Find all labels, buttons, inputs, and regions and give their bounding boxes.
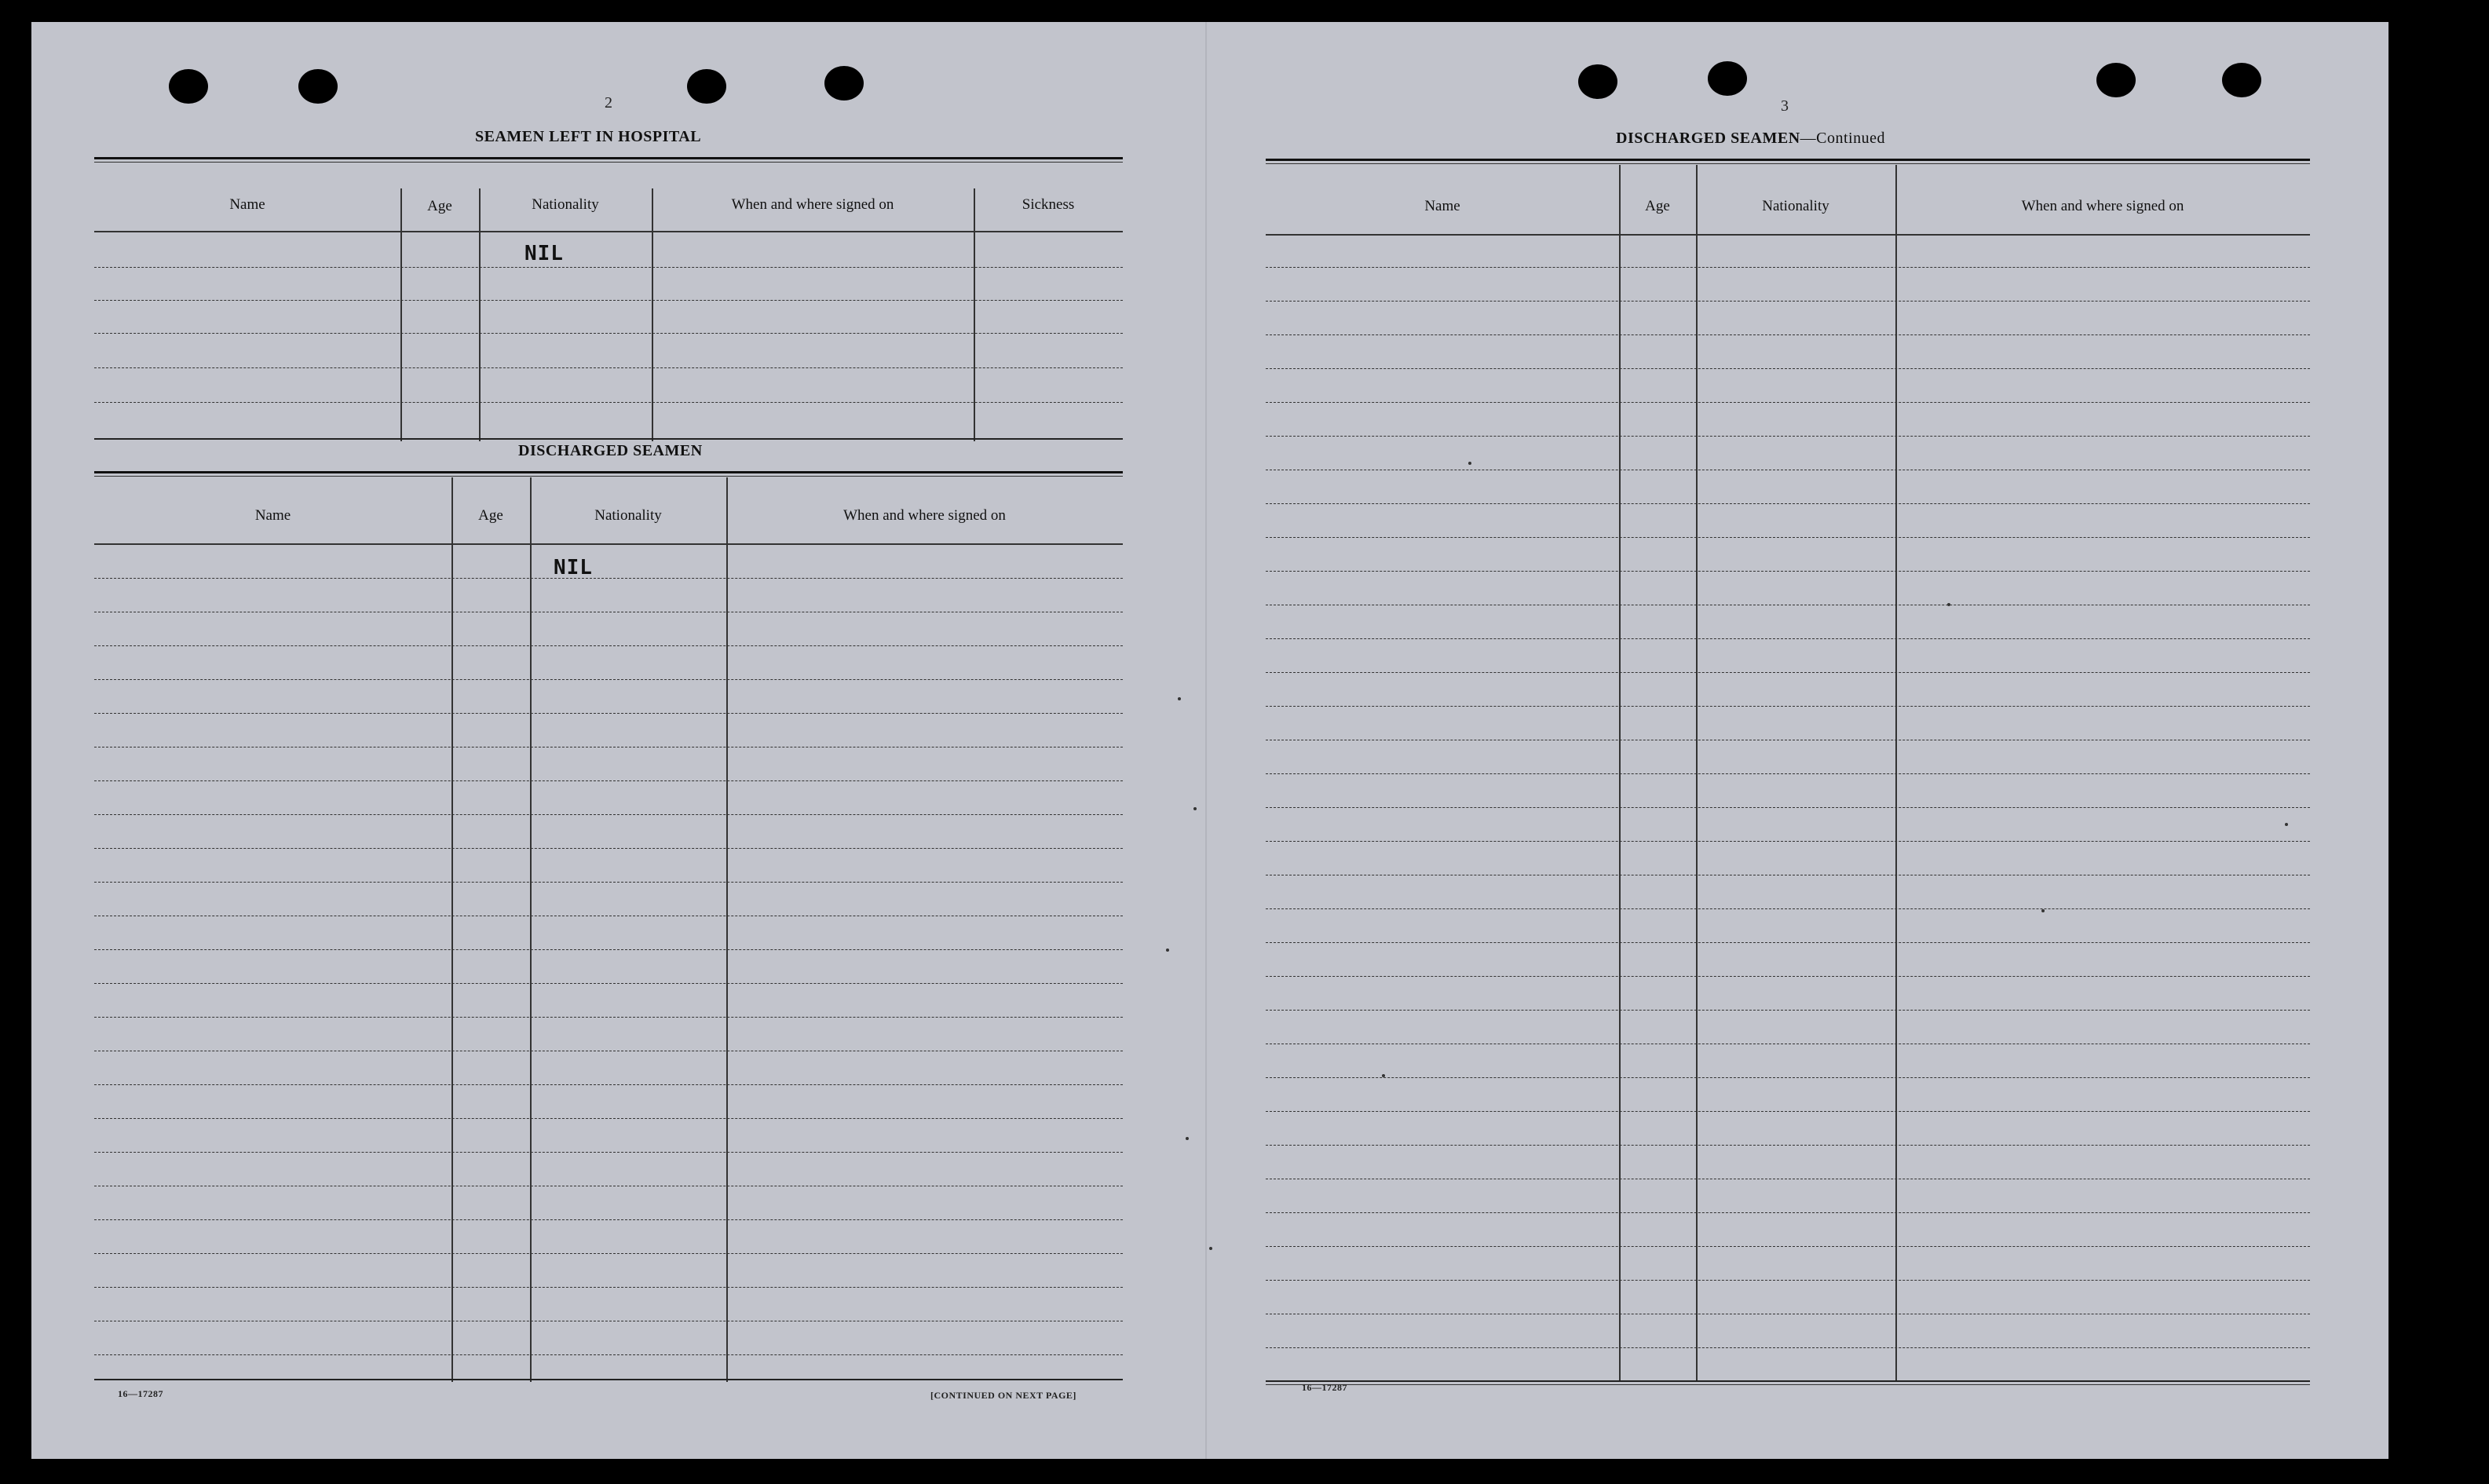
column-header-age: Age bbox=[427, 198, 452, 214]
table-row bbox=[1266, 1145, 2310, 1146]
punch-hole bbox=[1708, 61, 1747, 96]
column-divider bbox=[400, 188, 402, 441]
column-header-nationality: Nationality bbox=[594, 507, 662, 524]
column-divider bbox=[1619, 165, 1621, 1380]
paper-speck bbox=[1193, 807, 1197, 810]
discharged-nil-stamp: NIL bbox=[554, 556, 593, 579]
column-divider bbox=[974, 188, 975, 441]
column-header-signed-on: When and where signed on bbox=[843, 507, 1006, 524]
column-divider bbox=[479, 188, 481, 441]
discharged-continued-title bbox=[1616, 130, 1885, 148]
table-row bbox=[94, 1354, 1123, 1355]
table-row bbox=[1266, 638, 2310, 639]
ledger-sheet bbox=[31, 22, 2388, 1459]
punch-hole bbox=[2096, 63, 2136, 97]
header-rule bbox=[94, 231, 1123, 232]
paper-speck bbox=[1947, 603, 1950, 606]
table-row bbox=[1266, 334, 2310, 335]
hospital-table bbox=[94, 157, 1123, 441]
paper-speck bbox=[1186, 1137, 1189, 1140]
column-header-name: Name bbox=[254, 507, 291, 524]
table-row bbox=[1266, 368, 2310, 369]
table-row bbox=[1266, 436, 2310, 437]
table-row bbox=[1266, 1111, 2310, 1112]
table-bottom-rule bbox=[1266, 1380, 2310, 1382]
table-row bbox=[1266, 267, 2310, 268]
table-row bbox=[94, 814, 1123, 815]
table-row bbox=[94, 1219, 1123, 1220]
page-fold bbox=[1205, 22, 1207, 1459]
table-row bbox=[1266, 402, 2310, 403]
table-row bbox=[94, 949, 1123, 950]
paper-speck bbox=[2041, 909, 2045, 912]
table-row bbox=[94, 1017, 1123, 1018]
table-row bbox=[94, 267, 1123, 268]
paper-speck bbox=[1178, 697, 1181, 700]
table-row bbox=[94, 713, 1123, 714]
column-header-age: Age bbox=[1645, 198, 1670, 214]
table-top-rule bbox=[94, 476, 1123, 477]
table-row bbox=[94, 1287, 1123, 1288]
table-row bbox=[94, 402, 1123, 403]
table-row bbox=[94, 1084, 1123, 1085]
form-number-left: 16—17287 bbox=[118, 1388, 163, 1399]
column-header-sickness: Sickness bbox=[1022, 196, 1075, 213]
header-rule bbox=[94, 543, 1123, 545]
table-top-rule bbox=[94, 471, 1123, 473]
column-header-name: Name bbox=[1424, 198, 1460, 214]
table-row bbox=[94, 1253, 1123, 1254]
continued-note: [CONTINUED ON NEXT PAGE] bbox=[930, 1390, 1076, 1401]
paper-speck bbox=[1166, 949, 1169, 952]
column-header-name: Name bbox=[229, 196, 265, 213]
table-row bbox=[1266, 773, 2310, 774]
table-top-rule bbox=[1266, 163, 2310, 164]
table-row bbox=[1266, 841, 2310, 842]
column-header-age: Age bbox=[478, 507, 503, 524]
table-row bbox=[1266, 503, 2310, 504]
table-top-rule bbox=[94, 157, 1123, 159]
table-row bbox=[94, 679, 1123, 680]
page-number-left: 2 bbox=[605, 94, 612, 111]
table-row bbox=[1266, 976, 2310, 977]
table-row bbox=[94, 983, 1123, 984]
discharged-table-left bbox=[94, 471, 1123, 1382]
table-row bbox=[1266, 908, 2310, 909]
table-row bbox=[1266, 301, 2310, 302]
table-row bbox=[94, 1118, 1123, 1119]
paper-speck bbox=[2285, 823, 2288, 826]
table-row bbox=[94, 578, 1123, 579]
paper-speck bbox=[1209, 1247, 1212, 1250]
paper-speck bbox=[1468, 462, 1471, 465]
table-bottom-rule bbox=[94, 1379, 1123, 1380]
hospital-nil-stamp: NIL bbox=[524, 242, 564, 265]
table-row bbox=[94, 333, 1123, 334]
table-row bbox=[1266, 706, 2310, 707]
discharged-title-text: DISCHARGED SEAMEN bbox=[1616, 130, 1800, 147]
table-row bbox=[1266, 1246, 2310, 1247]
column-divider bbox=[726, 477, 728, 1382]
header-rule bbox=[1266, 234, 2310, 236]
table-row bbox=[1266, 942, 2310, 943]
table-row bbox=[94, 848, 1123, 849]
punch-hole bbox=[298, 69, 338, 104]
table-row bbox=[1266, 1347, 2310, 1348]
table-bottom-rule bbox=[94, 438, 1123, 440]
table-row bbox=[1266, 1077, 2310, 1078]
table-top-rule bbox=[1266, 159, 2310, 161]
punch-hole bbox=[169, 69, 208, 104]
page-number-right: 3 bbox=[1781, 97, 1789, 115]
punch-hole bbox=[687, 69, 726, 104]
table-top-rule bbox=[94, 162, 1123, 163]
column-header-nationality: Nationality bbox=[1762, 198, 1829, 214]
column-divider bbox=[530, 477, 532, 1382]
table-row bbox=[1266, 1212, 2310, 1213]
discharged-table-right bbox=[1266, 159, 2310, 1403]
table-row bbox=[94, 645, 1123, 646]
column-divider bbox=[1696, 165, 1698, 1380]
table-row bbox=[1266, 672, 2310, 673]
table-row bbox=[94, 1152, 1123, 1153]
column-divider bbox=[652, 188, 653, 441]
punch-hole bbox=[1578, 64, 1617, 99]
table-row bbox=[94, 780, 1123, 781]
column-header-signed-on: When and where signed on bbox=[731, 196, 894, 213]
hospital-section-title: SEAMEN LEFT IN HOSPITAL bbox=[475, 128, 702, 145]
column-header-signed-on: When and where signed on bbox=[2021, 198, 2184, 214]
continued-suffix: —Continued bbox=[1800, 130, 1885, 147]
column-divider bbox=[451, 477, 453, 1382]
table-row bbox=[94, 300, 1123, 301]
form-number-right: 16—17287 bbox=[1302, 1382, 1347, 1393]
table-row bbox=[94, 882, 1123, 883]
table-row bbox=[1266, 571, 2310, 572]
column-divider bbox=[1895, 165, 1897, 1380]
punch-hole bbox=[2222, 63, 2261, 97]
punch-hole bbox=[824, 66, 864, 101]
table-row bbox=[1266, 1280, 2310, 1281]
table-row bbox=[1266, 1010, 2310, 1011]
table-row bbox=[1266, 537, 2310, 538]
table-row bbox=[1266, 807, 2310, 808]
paper-speck bbox=[1382, 1074, 1385, 1077]
column-header-nationality: Nationality bbox=[532, 196, 599, 213]
table-bottom-rule bbox=[1266, 1384, 2310, 1385]
table-row bbox=[94, 367, 1123, 368]
discharged-section-title: DISCHARGED SEAMEN bbox=[518, 442, 703, 459]
